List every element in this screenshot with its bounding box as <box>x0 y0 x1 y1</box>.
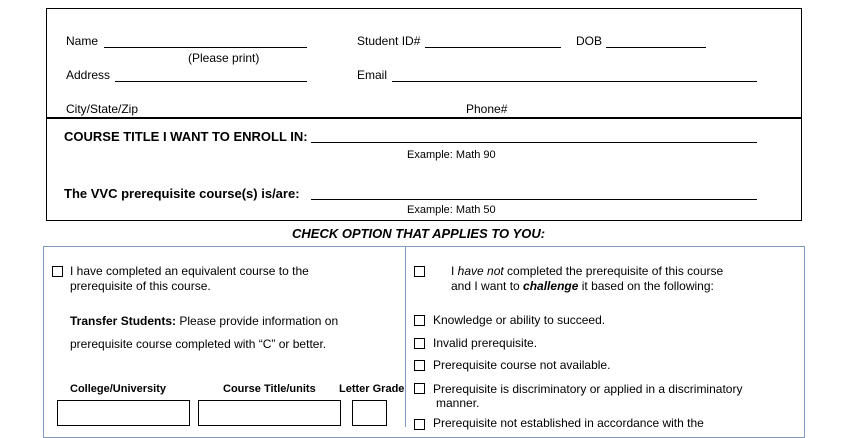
knowledge-label: Knowledge or ability to succeed. <box>433 313 606 327</box>
challenge-line2 <box>451 279 714 293</box>
course-title-field[interactable] <box>311 142 757 143</box>
email-label: Email <box>357 68 388 82</box>
challenge-line2-post: it based on the following: <box>578 279 714 293</box>
grade-column-label: Letter Grade <box>339 383 405 395</box>
address-label: Address <box>66 68 111 82</box>
options-divider <box>405 247 406 427</box>
transfer-line2: prerequisite course completed with “C” or better. <box>70 337 327 351</box>
invalid-prereq-checkbox[interactable] <box>414 338 425 349</box>
check-option-heading: CHECK OPTION THAT APPLIES TO YOU: <box>292 226 546 241</box>
challenge-line1-pre: I <box>451 264 458 278</box>
course-input[interactable] <box>198 400 341 426</box>
college-column-label: College/University <box>70 383 166 395</box>
grade-input[interactable] <box>352 400 387 426</box>
prerequisite-field[interactable] <box>311 199 757 200</box>
course-column-label: Course Title/units <box>223 383 316 395</box>
address-field[interactable] <box>115 81 307 82</box>
transfer-line1 <box>70 314 338 328</box>
equivalent-line2: prerequisite of this course. <box>70 279 211 293</box>
prerequisite-example: Example: Math 50 <box>407 204 496 216</box>
college-input[interactable] <box>57 400 190 426</box>
prerequisite-label: The VVC prerequisite course(s) is/are: <box>64 186 300 201</box>
equivalent-course-checkbox[interactable] <box>52 266 63 277</box>
equivalent-line1: I have completed an equivalent course to the <box>70 264 309 278</box>
transfer-text: Please provide information on <box>179 314 339 328</box>
student-info-box <box>46 8 802 118</box>
transfer-bold: Transfer Students: <box>70 314 177 328</box>
knowledge-checkbox[interactable] <box>414 315 425 326</box>
dob-field[interactable] <box>606 47 706 48</box>
dob-label: DOB <box>576 34 603 48</box>
challenge-line1-italic: have not <box>457 264 504 278</box>
course-title-label: COURSE TITLE I WANT TO ENROLL IN: <box>64 129 308 144</box>
discriminatory-checkbox[interactable] <box>414 383 425 394</box>
course-title-example: Example: Math 90 <box>407 149 496 161</box>
challenge-line2-pre: and I want to <box>451 279 524 293</box>
name-label: Name <box>66 34 99 48</box>
discriminatory-label: Prerequisite is discriminatory or applied in a discriminatory <box>433 382 743 396</box>
challenge-checkbox[interactable] <box>414 266 425 277</box>
discriminatory-label-cont: manner. <box>436 396 480 410</box>
invalid-prereq-label: Invalid prerequisite. <box>433 336 538 350</box>
not-established-label: Prerequisite not established in accordance with the <box>433 416 704 430</box>
not-available-checkbox[interactable] <box>414 360 425 371</box>
not-established-checkbox[interactable] <box>414 419 425 430</box>
not-available-label: Prerequisite course not available. <box>433 358 611 372</box>
email-field[interactable] <box>392 81 757 82</box>
phone-label: Phone# <box>466 102 508 116</box>
student-id-label: Student ID# <box>357 34 421 48</box>
please-print-note: (Please print) <box>188 51 260 65</box>
challenge-line2-bolditalic: challenge <box>523 279 579 293</box>
name-field[interactable] <box>104 47 307 48</box>
city-state-zip-label: City/State/Zip <box>66 102 139 116</box>
challenge-line1 <box>451 264 723 278</box>
challenge-line1-post: completed the prerequisite of this course <box>503 264 724 278</box>
student-id-field[interactable] <box>425 47 561 48</box>
